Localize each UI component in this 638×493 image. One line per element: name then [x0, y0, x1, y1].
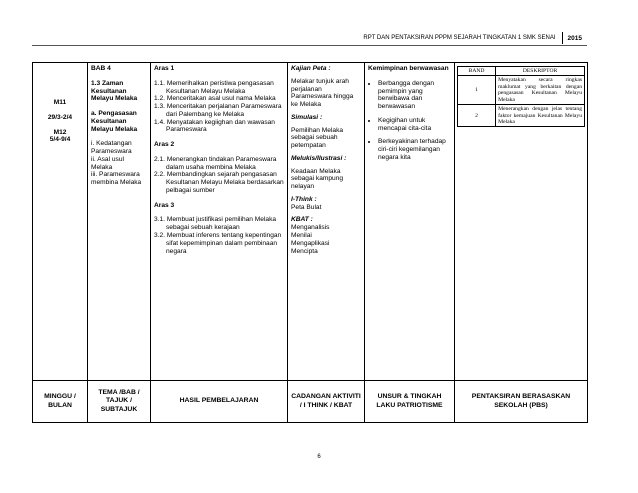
outcome-item: 1.2. Menceritakan asal usul nama Melaka — [154, 95, 276, 103]
melukis-title: Melukis/Ilustrasi : — [291, 154, 347, 162]
pbs-band: 2 — [458, 105, 496, 127]
outcome-item: 3.1. Membuat justifikasi pemilihan Melaka sebagai sebuah kerajaan — [154, 216, 277, 232]
page-header — [340, 32, 582, 44]
outcomes-cell — [151, 63, 288, 381]
col-header-patriotism: UNSUR & TINGKAH LAKU PATRIOTISME — [365, 381, 455, 423]
melukis-text: Keadaan Melaka sebagai kampung nelayan — [291, 167, 344, 191]
kbat-item: Mengaplikasi — [291, 239, 330, 247]
simulasi-text: Pemilihan Melaka sebagai sebuah petempatan — [291, 126, 344, 150]
activities-cell — [288, 63, 365, 381]
patriotism-title: Kemimpinan berwawasan — [368, 65, 449, 72]
outcome-item: 3.2. Membuat inferens tentang kepentingan sifat kepemimpinan dalam pembinaan negara — [154, 232, 282, 255]
patriotism-list — [368, 80, 451, 162]
outcome-item: 2.1. Menerangkan tindakan Parameswara dalam usaha membina Melaka — [154, 155, 277, 171]
kbat-title: KBAT : — [291, 216, 313, 224]
pbs-head-band: BAND — [458, 67, 496, 76]
col-header-pbs: PENTAKSIRAN BERASASKAN SEKOLAH (PBS) — [455, 381, 588, 423]
week-date-12: 5/4-9/4 — [49, 136, 71, 144]
pbs-row — [458, 76, 585, 105]
kbat-item: Mencipta — [291, 247, 318, 255]
header-title: RPT DAN PENTAKSIRAN PPPM SEJARAH TINGKATAN 1 SMK SENAI — [363, 35, 556, 41]
week-date-11: 29/3-2/4 — [47, 113, 73, 121]
patriotism-cell — [365, 63, 455, 381]
pbs-head-desc: DESKRIPTOR — [496, 67, 585, 76]
lesson-plan-table — [32, 62, 588, 423]
aras2-title: Aras 2 — [154, 141, 175, 149]
page-number: 6 — [317, 454, 321, 460]
aras3-title: Aras 3 — [154, 201, 175, 209]
week-m11: M11 — [53, 99, 67, 106]
patriotism-item: • Kegigihan untuk mencapai cita-cita — [378, 117, 451, 133]
kajian-text: Melakar tunjuk arah perjalanan Parameswara hingga ke Melaka — [291, 77, 354, 109]
simulasi-title: Simulasi : — [291, 113, 323, 121]
header-rule — [32, 45, 587, 46]
outcome-item: 2.2. Membandingkan sejarah pengasasan Kesultanan Melayu Melaka berdasarkan pelbagai sumber — [154, 171, 284, 194]
pbs-cell — [455, 63, 588, 381]
ithink-title: I-Think : — [291, 195, 317, 203]
topic-chapter: BAB 4 — [91, 65, 111, 72]
kbat-item: Menilai — [291, 232, 312, 240]
col-header-topic: TEMA /BAB / TAJUK / SUBTAJUK — [88, 381, 151, 423]
outcome-item: 1.1. Memerihalkan peristiwa pengasasan Kesultanan Melayu Melaka — [154, 79, 274, 95]
topic-item: ii. Asal usul Melaka — [91, 155, 124, 171]
topic-cell — [88, 63, 151, 381]
col-header-outcomes: HASIL PEMBELAJARAN — [151, 381, 288, 423]
pbs-desc: Menerangkan dengan jelas tentang faktor kemajuan Kesultanan Melayu Melaka — [496, 105, 585, 127]
outcome-item: 1.3. Menceritakan perjalanan Parameswara dari Palembang ke Melaka — [154, 103, 282, 118]
header-year: 2015 — [567, 34, 582, 42]
aras1-title: Aras 1 — [154, 65, 175, 72]
patriotism-item: • Berbangga dengan pemimpin yang berwibawa dan berwawasan — [378, 80, 451, 111]
outcome-item: 1.4. Menyatakan kegiighan dan wawasan Parameswara — [154, 118, 275, 134]
topic-subtitle: 1.3 Zaman Kesultanan Melayu Melaka — [91, 79, 138, 103]
lesson-row — [33, 63, 588, 381]
pbs-table — [457, 66, 585, 127]
pbs-desc: Menyatakan secara ringkas maklumat yang berkaitan dengan pengasasan Kesultanan Melayu Melaka — [496, 76, 585, 105]
topic-item: iii. Parameswara membina Melaka — [91, 171, 142, 187]
column-headers-row — [33, 381, 588, 423]
week-m12: M12 — [53, 128, 67, 136]
kajian-title: Kajian Peta : — [291, 65, 331, 72]
kbat-item: Menganalisis — [291, 224, 330, 232]
pbs-row — [458, 105, 585, 127]
patriotism-item: • Berkeyakinan terhadap ciri-ciri kegemilangan negara kita — [378, 138, 451, 161]
col-header-week: MINGGU / BULAN — [33, 381, 88, 423]
topic-item: i. Kedatangan Parameswara — [91, 140, 132, 156]
col-header-activities: CADANGAN AKTIVITI / I THINK / KBAT — [288, 381, 365, 423]
week-cell — [33, 63, 88, 381]
topic-sub-a: a. Pengasasan Kesultanan Melayu Melaka — [91, 110, 138, 133]
pbs-band: 1 — [458, 76, 496, 105]
ithink-text: Peta Bulat — [291, 203, 322, 211]
